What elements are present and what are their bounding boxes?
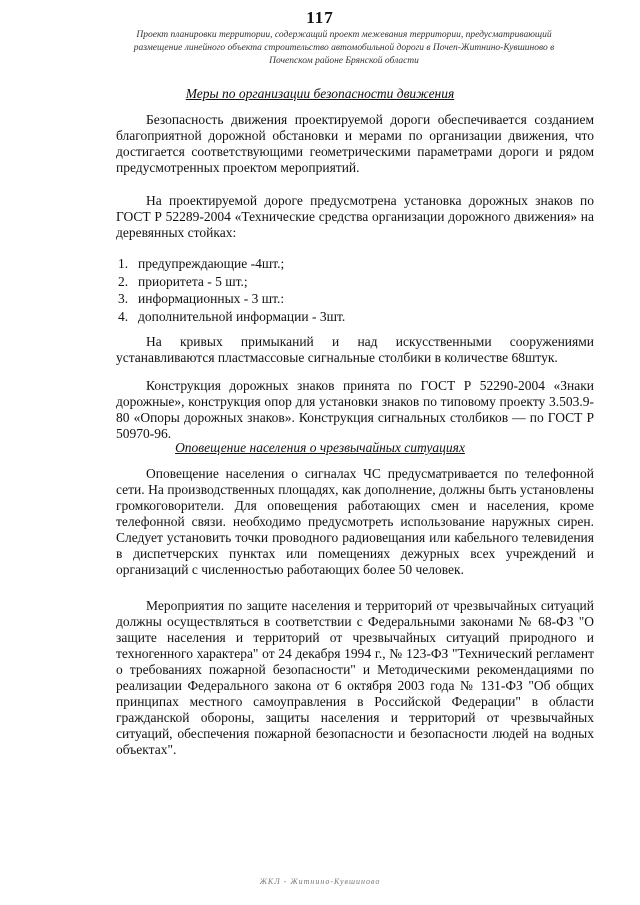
list-item: [116, 274, 594, 292]
header-line-2: размещение линейного объекта строительство автомобильной дороги в Почеп-Житнино-Кувшиново в: [133, 43, 555, 53]
paragraph-signal-posts: На кривых примыканий и над искусственными сооружениями устанавливаются пластмассовые сигнальные столбики в количестве 68штук.: [116, 334, 594, 365]
header-line-3: Почепском районе Брянской области: [269, 56, 419, 66]
list-item: [116, 309, 594, 327]
list-item-text: предупреждающие -4шт.;: [138, 256, 285, 271]
paragraph-emergency-notification: Оповещение населения о сигналах ЧС предусматривается по телефонной сети. На производственных площадях, как дополнение, должны быть установлены громкоговорители. Для оповещения работающих смен и населения, кроме телефонной связи. необходимо предусмотреть использование наружных сирен. Следует установить точки проводного радиовещания или кабельного телевидения в диспетчерских пунктах или помещениях дежурных всех учреждений и организаций с численностью работающих более 50 человек.: [116, 466, 594, 577]
document-header: [100, 29, 588, 68]
list-item-text: приоритета - 5 шт.;: [138, 273, 248, 289]
paragraph-traffic-safety-intro: Безопасность движения проектируемой дороги обеспечивается созданием благоприятной дорожной обстановки и мерами по организации движения, что достигается соответствующими геометрическими параметрами дороги и рядом предусмотренных проектом мероприятий.: [116, 112, 594, 175]
list-item-number: 2.: [118, 273, 129, 289]
list-item-text: информационных - 3 шт.:: [138, 291, 285, 306]
list-item: [116, 291, 594, 309]
section-title-text: Меры по организации безопасности движения: [185, 86, 455, 101]
list-item-number: 4.: [118, 308, 129, 324]
paragraph-sign-construction: Конструкция дорожных знаков принята по ГОСТ Р 52290-2004 «Знаки дорожные», конструкция опор для установки знаков по типовому проекту 3.503.9-80 «Опоры дорожных знаков». Конструкция сигнальных столбиков — по ГОСТ Р 50970-96.: [116, 378, 594, 441]
page-number: 117: [306, 8, 334, 27]
list-item-number: 1.: [118, 256, 129, 271]
list-item-text: дополнительной информации - 3шт.: [138, 308, 346, 324]
road-signs-list: [116, 256, 594, 326]
list-item: [116, 256, 594, 274]
section-title-text: Оповещение населения о чрезвычайных ситуациях: [175, 440, 465, 455]
header-line-1: Проект планировки территории, содержащий проект межевания территории, предусматривающий: [136, 30, 552, 40]
paragraph-road-signs: На проектируемой дороге предусмотрена установка дорожных знаков по ГОСТ Р 52289-2004 «Технические средства организации дорожного движения» на деревянных стойках:: [116, 193, 594, 240]
page-footer: ЖКЛ - Житнино-Кувшиново: [259, 877, 381, 886]
section-title-emergency-notification: [0, 440, 640, 456]
paragraph-emergency-measures: Мероприятия по защите населения и территорий от чрезвычайных ситуаций должны осуществляться в соответствии с Федеральными законами № 68-ФЗ "О защите населения и территорий от чрезвычайных ситуаций природного и техногенного характера" от 24 декабря 1994 г., № 123-ФЗ "Технический регламент о требованиях пожарной безопасности" и Методическими рекомендациями по реализации Федерального закона от 6 октября 2003 года № 131-ФЗ "Об общих принципах местного самоуправления в Российской Федерации" в области гражданской обороны, защиты населения и территорий от чрезвычайных ситуаций, обеспечения пожарной безопасности и безопасности людей на водных объектах".: [116, 598, 594, 757]
list-item-number: 3.: [118, 291, 129, 306]
section-title-traffic-safety: [0, 86, 640, 102]
